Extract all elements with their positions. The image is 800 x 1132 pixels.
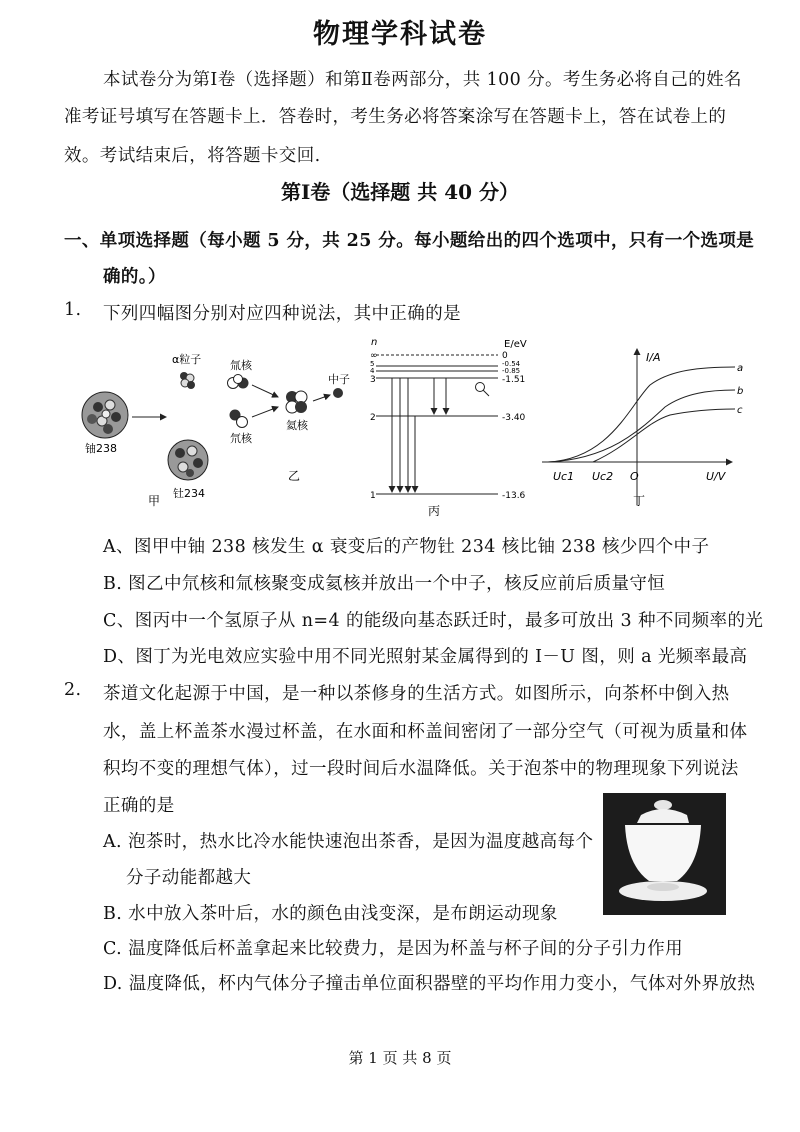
figure-ding <box>542 349 743 508</box>
level-n-inf: ∞ <box>370 351 378 361</box>
level-e-4: -0.85 <box>502 367 521 375</box>
th234-label: 钍234 <box>173 487 205 500</box>
alpha-particle <box>180 372 195 389</box>
q2-option-b: B. 水中放入茶叶后，水的颜色由浅变深，是布朗运动现象 <box>103 904 558 924</box>
ding-uc1-label: Uc1 <box>553 470 575 483</box>
level-e-inf: 0 <box>502 351 508 361</box>
u238-nucleus <box>82 392 128 438</box>
q2-stem-line-2: 水，盖上杯盖茶水漫过杯盖，在水面和杯盖间密闭了一部分空气（可视为质量和体 <box>103 722 748 742</box>
level-e-3: -1.51 <box>502 375 526 385</box>
teacup-photo <box>603 793 726 915</box>
alpha-label: α粒子 <box>172 353 202 366</box>
q1-stem: 下列四幅图分别对应四种说法，其中正确的是 <box>103 304 461 324</box>
figure-yi <box>228 358 351 483</box>
th234-nucleus <box>168 440 208 480</box>
q1-figures <box>70 335 750 520</box>
bing-energy-axis-label: E/eV <box>504 339 527 350</box>
curve-b-label: b <box>737 386 744 397</box>
level-e-2: -3.40 <box>502 413 526 423</box>
q2-option-a-cont: 分子动能都越大 <box>126 868 252 888</box>
curve-a-label: a <box>737 363 744 374</box>
page-title: 物理学科试卷 <box>313 19 487 50</box>
figure-yi-label: 乙 <box>288 469 301 483</box>
ding-x-axis-label: U/V <box>706 470 726 483</box>
figure-bing-label: 丙 <box>428 504 441 518</box>
page-footer: 第 1 页 共 8 页 <box>348 1049 452 1067</box>
ding-uc2-label: Uc2 <box>592 470 614 483</box>
curve-c <box>593 409 735 462</box>
figure-jia-label: 甲 <box>148 494 161 508</box>
part1-heading-line-2: 确的。） <box>103 267 166 287</box>
bing-n-axis-label: n <box>371 337 378 348</box>
part1-heading-line-1: 一、单项选择题（每小题 5 分，共 25 分。每小题给出的四个选项中，只有一个选项是 <box>64 231 755 251</box>
neutron-label: 中子 <box>328 373 350 386</box>
q2-option-d: D. 温度降低，杯内气体分子撞击单位面积器壁的平均作用力变小，气体对外界放热 <box>103 974 756 994</box>
q1-option-b: B. 图乙中氘核和氚核聚变成氦核并放出一个中子，核反应前后质量守恒 <box>103 574 666 594</box>
level-n-5: 5 <box>370 360 375 368</box>
level-e-5: -0.54 <box>502 360 521 368</box>
curve-c-label: c <box>737 405 743 416</box>
deuterium-label: 氘核 <box>230 432 252 445</box>
curve-b <box>548 390 735 462</box>
q2-number: 2. <box>64 680 82 700</box>
tritium-label: 氚核 <box>230 359 252 372</box>
u238-label: 铀238 <box>85 442 117 455</box>
ding-origin-label: O <box>630 470 639 483</box>
intro-line-2: 准考证号填写在答题卡上．答卷时，考生务必将答案涂写在答题卡上，答在试卷上的 <box>64 107 727 127</box>
teacup-icon <box>603 793 726 915</box>
figure-bing <box>370 337 527 518</box>
helium-nucleus <box>286 391 307 413</box>
q1-number: 1. <box>64 300 82 320</box>
level-n-3: 3 <box>370 375 376 385</box>
level-n-2: 2 <box>370 413 376 423</box>
figure-jia <box>82 352 208 508</box>
level-n-4: 4 <box>370 367 375 375</box>
q2-option-a: A. 泡茶时，热水比冷水能快速泡出茶香，是因为温度越高每个 <box>103 832 594 852</box>
q2-stem-line-1: 茶道文化起源于中国，是一种以茶修身的生活方式。如图所示，向茶杯中倒入热 <box>103 684 730 704</box>
level-n-1: 1 <box>370 491 376 501</box>
q2-stem-line-4: 正确的是 <box>103 796 175 816</box>
level-e-1: -13.6 <box>502 491 526 501</box>
ding-y-axis-label: I/A <box>646 351 661 364</box>
q2-option-c: C. 温度降低后杯盖拿起来比较费力，是因为杯盖与杯子间的分子引力作用 <box>103 939 683 959</box>
intro-line-1: 本试卷分为第Ⅰ卷（选择题）和第Ⅱ卷两部分，共 100 分。考生务必将自己的姓名 <box>103 70 742 90</box>
q1-option-a: A、图甲中铀 238 核发生 α 衰变后的产物钍 234 核比铀 238 核少四个中子 <box>103 537 710 557</box>
q1-option-c: C、图丙中一个氢原子从 n=4 的能级向基态跃迁时，最多可放出 3 种不同频率的光 <box>103 611 764 631</box>
section-title: 第Ⅰ卷（选择题 共 40 分） <box>280 180 520 204</box>
intro-line-3: 效。考试结束后，将答题卡交回. <box>64 146 321 166</box>
helium-label: 氦核 <box>286 419 308 432</box>
curve-a <box>548 367 735 462</box>
q2-stem-line-3: 积均不变的理想气体），过一段时间后水温降低。关于泡茶中的物理现象下列说法 <box>103 759 739 779</box>
figure-ding-label: 丁 <box>633 494 646 508</box>
q1-option-d: D、图丁为光电效应实验中用不同光照射某金属得到的 I－U 图，则 a 光频率最高 <box>103 647 748 667</box>
